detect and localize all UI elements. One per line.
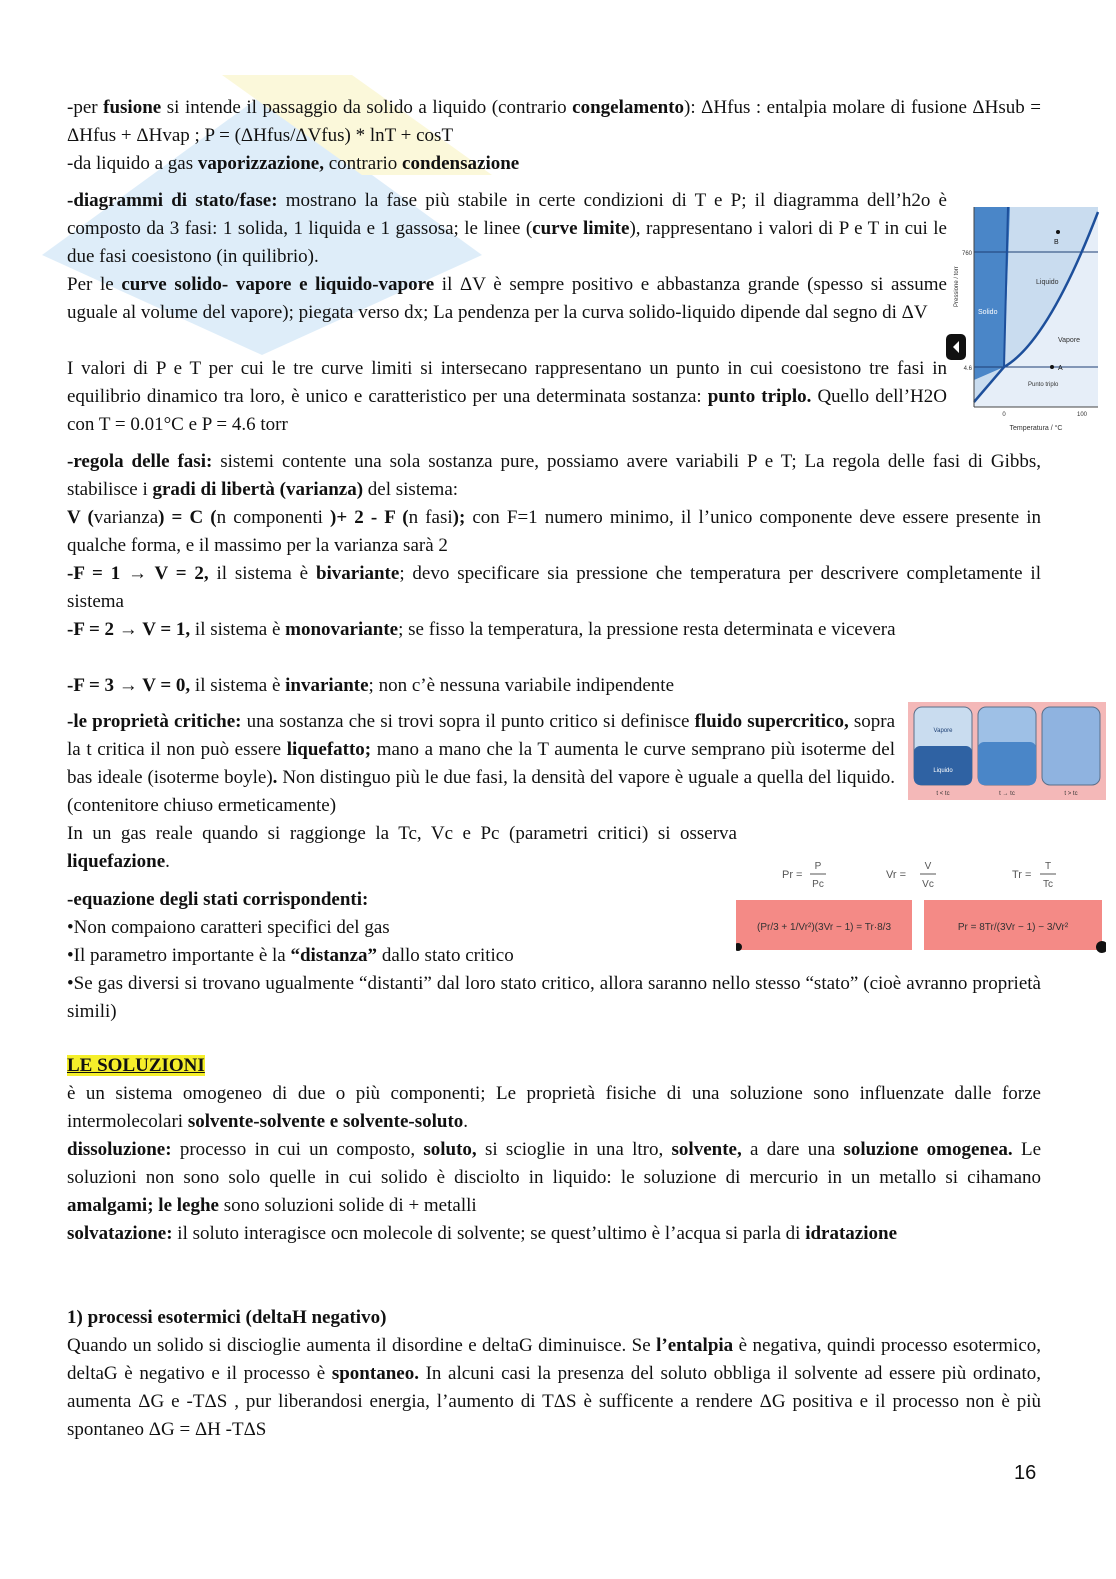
- eq-pressure-reduced: Pr = 8Tr/(3Vr − 1) − 3/Vr²: [957, 922, 1069, 933]
- eq-tr-num: T: [1044, 861, 1052, 872]
- paragraph-real-gas: In un gas reale quando si raggionge la Tc, Vc e Pc (parametri critici) si osserva liquefazione.: [67, 823, 737, 872]
- diagram-point-a: A: [1058, 365, 1063, 372]
- page-number: 16: [1014, 1462, 1037, 1484]
- eq-tr-den: Tc: [1043, 879, 1053, 890]
- diagram-region-solid: Solido: [978, 309, 998, 316]
- paragraph-solutions: è un sistema omogeneo di due o più componenti; Le proprietà fisiche di una soluzione sono influenzate dalle forze intermolecolari solvente-solvente e solvente-soluto.: [67, 1083, 1041, 1132]
- paragraph-dissolution: dissoluzione: processo in cui un composto, soluto, si scioglie in una ltro, solvente, a dare una soluzione omogenea. Le soluzioni non sono solo quelle in cui solido è disciolto in liquido: le soluzione di mercurio in un metallo si cihamano amalgami; le leghe sono soluzioni solide di + metalli: [67, 1139, 1041, 1216]
- bullet-distance: •Il parametro importante è la “distanza” dallo stato critico: [67, 945, 514, 966]
- paragraph-exothermic: Quando un solido si discioglie aumenta il disordine e deltaG diminuisce. Se l’entalpia è negativa, quindi processo esotermico, deltaG è negativo e il processo è spontaneo. In alcuni casi la presenza del soluto obbliga il solvente ad essere più ordinato, aumenta ΔG e -TΔS , pur liberandosi energia, l’aumento di TΔS è sufficente a rendere ΔG positiva e il processo non è più spontaneo ΔG = ΔH -TΔS: [67, 1335, 1042, 1440]
- eq-pr-den: Pc: [812, 879, 824, 890]
- diagram-region-vapor: Vapore: [1058, 337, 1081, 344]
- diagram-x-label: Temperatura / °C: [1009, 425, 1063, 432]
- diagram-point-b-marker: [1056, 230, 1060, 234]
- paragraph-phase-rule: -regola delle fasi: sistemi contente una sola sostanza pure, possiamo avere variabili P e T; La regola delle fasi di Gibbs, stabilisce i gradi di libertà (varianza) del sistema:: [67, 451, 1041, 500]
- bullet-no-specific-characters: •Non compaiono caratteri specifici del gas: [67, 917, 390, 938]
- diagram-point-b: B: [1054, 239, 1059, 246]
- paragraph-fusion: -per fusione si intende il passaggio da solido a liquido (contrario congelamento): ΔHfus : entalpia molare di fusione ΔHsub = ΔHfus + ΔHvap ; P = (ΔHfus/ΔVfus) * lnT + cosT: [67, 97, 1041, 146]
- diagram-y-label: Pressione / torr: [954, 266, 960, 307]
- container-caption-3: t > tc: [1064, 791, 1078, 797]
- reduced-state-equations-figure: [736, 854, 1106, 958]
- eq-tr-lhs: Tr =: [1012, 869, 1032, 881]
- bullet-same-state: •Se gas diversi si trovano ugualmente “distanti” dal loro stato critico, allora saranno nello stesso “stato” (cioè avranno proprietà simili): [67, 973, 1041, 1022]
- section-title-exothermic: 1) processi esotermici (deltaH negativo): [67, 1307, 387, 1328]
- diagram-y-tick-4-6: 4.6: [963, 366, 972, 372]
- diagram-region-triple: Punto triplo: [1028, 382, 1059, 388]
- paragraph-triple-point: I valori di P e T per cui le tre curve limiti si intersecano rappresentano un punto in cui coesistono tre fasi in equilibrio dinamico tra loro, è unico e caratteristico per una determinata sostanza: punto triplo. Quello dell’H2O con T = 0.01°C e P = 4.6 torr: [67, 358, 947, 435]
- eq-van-der-waals-reduced: (Pr/3 + 1/Vr²)(3Vr − 1) = Tr·8/3: [756, 922, 892, 933]
- container-label-vapor: Vapore: [933, 728, 953, 734]
- paragraph-solvation: solvatazione: il soluto interagisce ocn molecole di solvente; se quest’ultimo è l’acqua si parla di idratazione: [67, 1223, 898, 1244]
- diagram-region-liquid: Liquido: [1036, 279, 1059, 286]
- critical-containers-figure: [908, 702, 1106, 800]
- eq-vr-den: Vc: [922, 879, 934, 890]
- eq-pr-lhs: Pr =: [782, 869, 803, 881]
- image-handle-marker: [946, 334, 966, 360]
- eq-vr-lhs: Vr =: [886, 869, 907, 881]
- water-phase-diagram: [948, 202, 1104, 442]
- container-label-liquid: Liquido: [933, 768, 953, 774]
- corresponding-states-title: -equazione degli stati corrispondenti:: [67, 889, 369, 910]
- paragraph-curves: Per le curve solido- vapore e liquido-vapore il ΔV è sempre positivo e abbastanza grande (spesso si assume uguale al volume del vapore); piegata verso dx; La pendenza per la curva solido-liquido dipende dal segno di ΔV: [67, 274, 947, 323]
- paragraph-vaporization: -da liquido a gas vaporizzazione, contrario condensazione: [67, 153, 520, 174]
- eq-pr-num: P: [814, 861, 822, 872]
- diagram-y-tick-760: 760: [961, 251, 972, 257]
- paragraph-phase-diagrams: -diagrammi di stato/fase: mostrano la fase più stabile in certe condizioni di T e P; il diagramma dell’h2o è composto da 3 fasi: 1 solida, 1 liquida e 1 gassosa; le linee (curve limite), rappresentano i valori di P e T in cui le due fasi coesistono (in quilibrio).: [67, 190, 947, 267]
- container-caption-1: t < tc: [936, 791, 950, 797]
- paragraph-f3: -F = 3 → V = 0, il sistema è invariante; non c’è nessuna variabile indipendente: [67, 675, 675, 696]
- section-title-solutions: LE SOLUZIONI: [67, 1055, 205, 1076]
- paragraph-critical-properties: -le proprietà critiche: una sostanza che si trovi sopra il punto critico si definisce fluido supercritico, sopra la t critica il non può essere liquefatto; mano a mano che la T aumenta le curve semprano più isoterme del bas ideale (isoterme boyle). Non distinguo più le due fasi, la densità del vapore è uguale a quella del liquido. (contenitore chiuso ermeticamente): [67, 711, 896, 816]
- container-caption-2: t → tc: [999, 791, 1015, 797]
- diagram-x-tick-0: 0: [1002, 412, 1006, 418]
- paragraph-gibbs-formula: V (varianza) = C (n componenti )+ 2 - F (n fasi); con F=1 numero minimo, il l’unico componente deve essere presente in qualche forma, e il massimo per la varianza sarà 2: [67, 507, 1041, 556]
- diagram-point-a-marker: [1050, 365, 1054, 369]
- paragraph-f1: -F = 1 → V = 2, il sistema è bivariante; devo specificare sia pressione che temperatura per descrivere completamente il sistema: [67, 563, 1041, 612]
- diagram-x-tick-100: 100: [1076, 412, 1088, 418]
- paragraph-f2: -F = 2 → V = 1, il sistema è monovariante; se fisso la temperatura, la pressione resta determinata e vicevera: [67, 619, 896, 640]
- eq-vr-num: V: [924, 861, 932, 872]
